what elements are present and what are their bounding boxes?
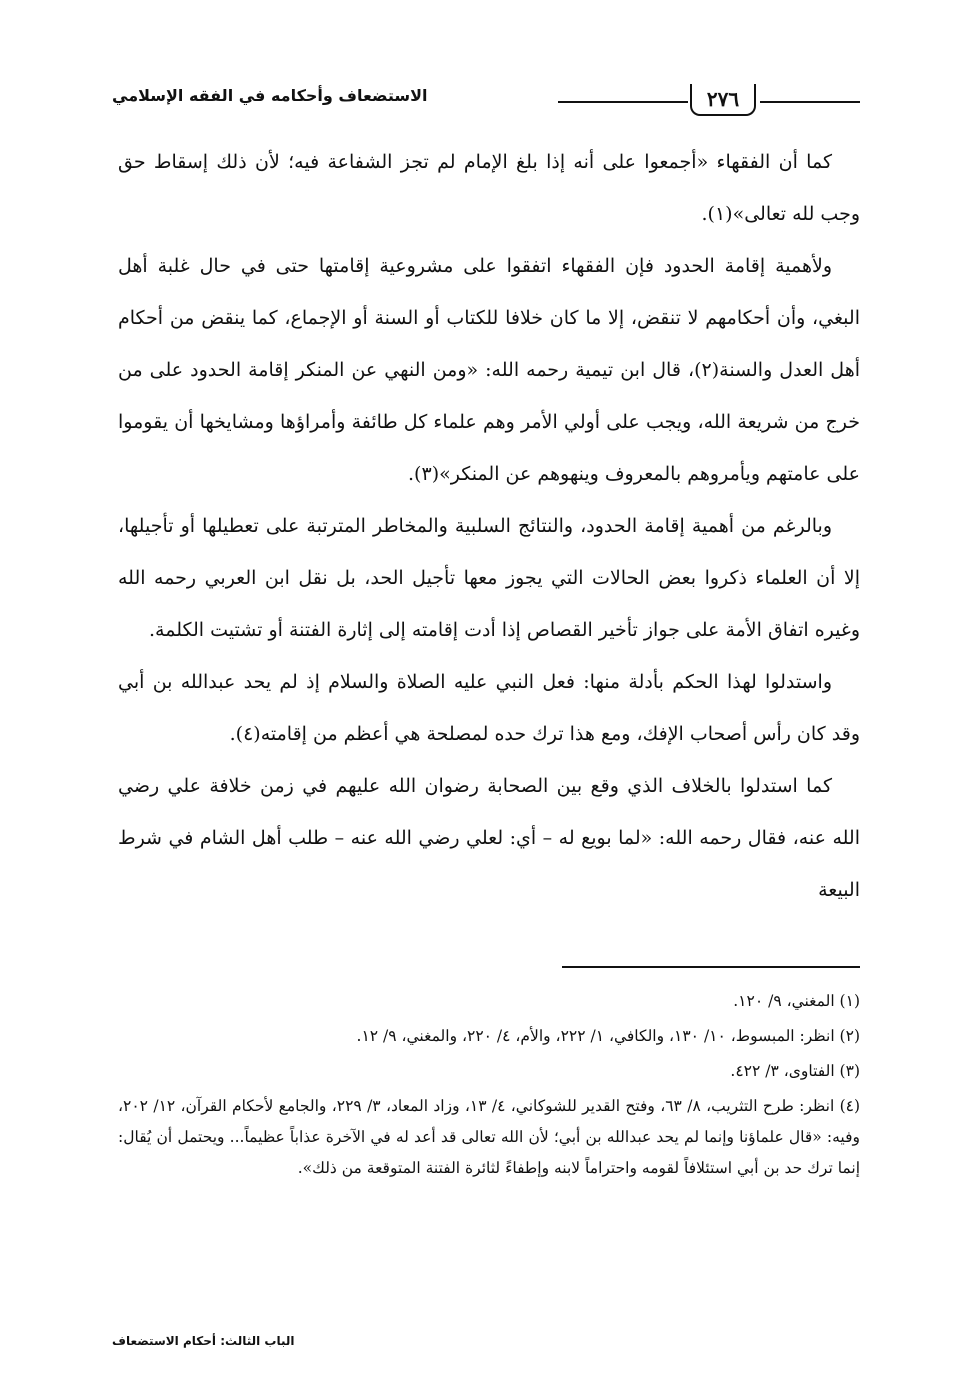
paragraph: كما استدلوا بالخلاف الذي وقع بين الصحابة رضوان الله عليهم في زمن خلافة علي رضي الله عنه، فقال رحمه الله: «لما بويع له – أي: لعلي رضي الله عنه – طلب أهل الشام في شرط البيعة [118, 775, 860, 901]
footnote-separator [562, 966, 860, 968]
footnotes [118, 986, 860, 1184]
paragraph: كما أن الفقهاء «أجمعوا على أنه إذا بلغ الإمام لم تجز الشفاعة فيه؛ لأن ذلك إسقاط حق وجب لله تعالى»(١). [118, 151, 860, 225]
page-footer: الباب الثالث: أحكام الاستضعاف [112, 1334, 295, 1348]
main-text [118, 136, 860, 916]
paragraph: واستدلوا لهذا الحكم بأدلة منها: فعل النبي عليه الصلاة والسلام إذ لم يحد عبدالله بن أبي وقد كان رأس أصحاب الإفك، ومع هذا ترك حده لمصلحة هي أعظم من إقامته(٤). [118, 671, 860, 745]
header-rule-right [760, 101, 860, 103]
page-header [112, 84, 860, 124]
footnote: (٣) الفتاوى، ٣/ ٤٢٢. [730, 1062, 860, 1080]
paragraph: ولأهمية إقامة الحدود فإن الفقهاء اتفقوا على مشروعية إقامتها حتى في حال غلبة أهل البغي، وأن أحكامهم لا تنقض، إلا ما كان خلافا للكتاب أو السنة أو الإجماع، كما ينقض من أحكام أهل العدل والسنة(٢)، قال ابن تيمية رحمه الله: «ومن النهي عن المنكر إقامة الحدود على من خرج من شريعة الله، ويجب على أولي الأمر وهم علماء كل طائفة وأمراؤها ومشايخها أن يقوموا على عامتهم ويأمروهم بالمعروف وينهوهم عن المنكر»(٣). [118, 255, 860, 485]
header-rule-middle [558, 101, 688, 103]
paragraph: وبالرغم من أهمية إقامة الحدود، والنتائج السلبية والمخاطر المترتبة على تعطيلها أو تأجيلها، إلا أن العلماء ذكروا بعض الحالات التي يجوز معها تأجيل الحد، بل نقل ابن العربي رحمه الله وغيره اتفاق الأمة على جواز تأخير القصاص إذا أدت إقامته إلى إثارة الفتنة أو تشتيت الكلمة. [118, 515, 860, 641]
running-title: الاستضعاف وأحكامه في الفقه الإسلامي [112, 86, 428, 105]
footnote: (٤) انظر: طرح التثريب، ٨/ ٦٣، وفتح القدير للشوكاني، ٤/ ١٣، وزاد المعاد، ٣/ ٢٢٩، والجامع لأحكام القرآن، ١٢/ ٢٠٢، وفيه: «قال علماؤنا وإنما لم يحد عبدالله بن أبي؛ لأن الله تعالى قد أعد له في الآخرة عذاباً عظيماً... ويحتمل أن يُقال: إنما ترك حد بن أبي استئلافاً لقومه واحتراماً لابنه وإطفاءً لثائرة الفتنة المتوقعة من ذلك». [118, 1097, 861, 1177]
page-number: ٢٧٦ [690, 84, 756, 116]
footnote: (١) المغني، ٩/ ١٢٠. [733, 992, 860, 1010]
footnote: (٢) انظر: المبسوط، ١٠/ ١٣٠، والكافي، ١/ ٢٢٢، والأم، ٤/ ٢٢٠، والمغني، ٩/ ١٢. [356, 1027, 860, 1045]
